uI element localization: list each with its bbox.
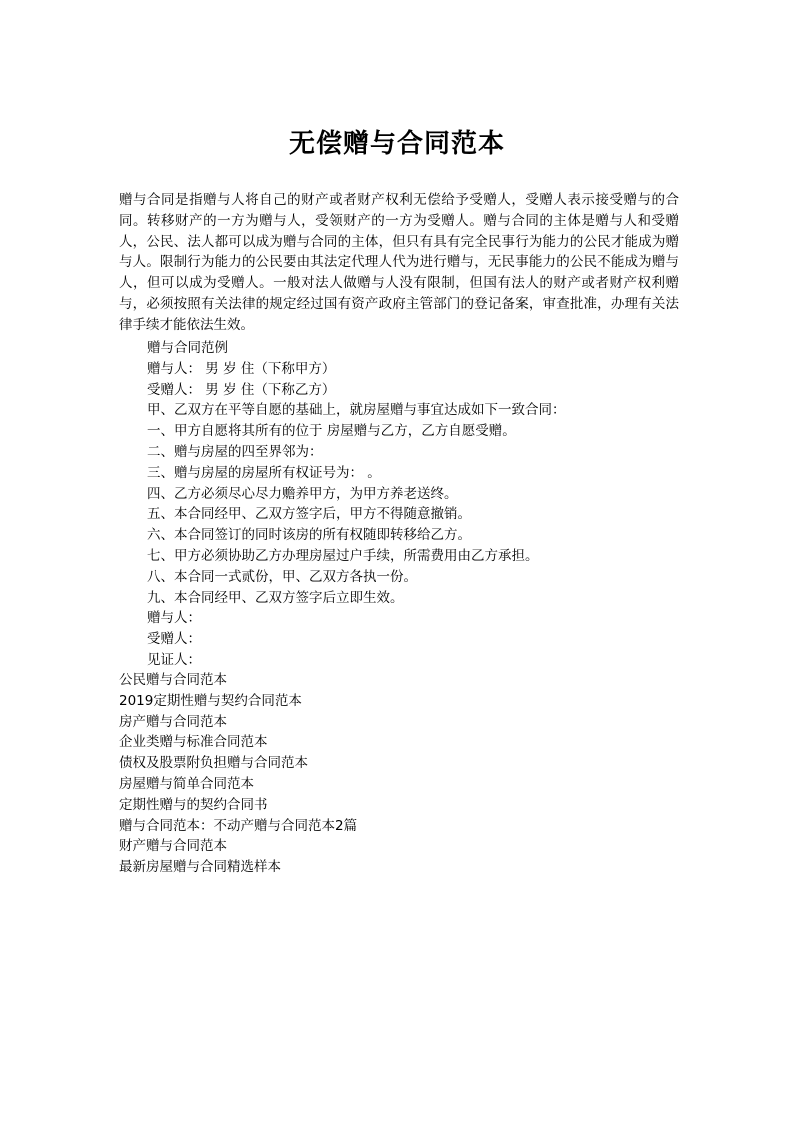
related-document-item: 债权及股票附负担赠与合同范本 <box>119 755 308 772</box>
related-document-item: 财产赠与合同范本 <box>119 838 227 855</box>
clause-line: 赠与人： 男 岁 住（下称甲方） <box>147 360 336 377</box>
clause-line: 三、赠与房屋的房屋所有权证号为： 。 <box>147 464 381 481</box>
related-document-item: 公民赠与合同范本 <box>119 672 227 688</box>
signature-line-donee: 受赠人： <box>147 631 201 648</box>
related-document-item: 企业类赠与标准合同范本 <box>119 734 268 751</box>
signature-line-donor: 赠与人： <box>147 610 201 627</box>
intro-paragraph: 赠与合同是指赠与人将自己的财产或者财产权利无偿给予受赠人，受赠人表示接受赠与的合同。转移财产的一方为赠与人，受领财产的一方为受赠人。赠与合同的主体是赠与人和受赠人，公民、法人都可以成为赠与合同的主体，但只有具有完全民事行为能力的公民才能成为赠与人。限制行为能力的公民要由其法定代理人代为进行赠与，无民事能力的公民不能成为赠与人，但可以成为受赠人。一般对法人做赠与人没有限制，但国有法人的财产或者财产权利赠与，必须按照有关法律的规定经过国有资产政府主管部门的登记备案，审查批准，办理有关法律手续才能依法生效。 <box>119 192 679 333</box>
signature-line-witness: 见证人： <box>147 651 201 668</box>
related-document-item: 2019定期性赠与契约合同范本 <box>119 692 302 709</box>
clause-line: 甲、乙双方在平等自愿的基础上，就房屋赠与事宜达成如下一致合同： <box>147 402 566 419</box>
document-title: 无偿赠与合同范本 <box>288 129 505 159</box>
clause-line: 受赠人： 男 岁 住（下称乙方） <box>147 381 336 398</box>
clause-line: 七、甲方必须协助乙方办理房屋过户手续，所需费用由乙方承担。 <box>147 547 539 564</box>
clause-line: 二、赠与房屋的四至界邻为： <box>147 443 323 460</box>
clause-line: 赠与合同范例 <box>147 340 228 356</box>
clause-line: 四、乙方必须尽心尽力赡养甲方，为甲方养老送终。 <box>147 485 458 502</box>
clause-line: 八、本合同一式贰份，甲、乙双方各执一份。 <box>147 568 417 585</box>
related-document-item: 房产赠与合同范本 <box>119 713 227 730</box>
clause-line: 五、本合同经甲、乙双方签字后，甲方不得随意撤销。 <box>147 506 471 523</box>
contract-clauses <box>119 338 679 671</box>
clause-line: 六、本合同签订的同时该房的所有权随即转移给乙方。 <box>147 527 471 544</box>
related-document-item: 最新房屋赠与合同精选样本 <box>119 859 281 876</box>
clause-line: 九、本合同经甲、乙双方签字后立即生效。 <box>147 589 404 606</box>
related-document-item: 房屋赠与简单合同范本 <box>119 775 254 792</box>
related-document-item: 定期性赠与的契约合同书 <box>119 796 268 813</box>
related-documents-list <box>119 670 679 878</box>
clause-line: 一、甲方自愿将其所有的位于 房屋赠与乙方，乙方自愿受赠。 <box>147 423 516 440</box>
related-document-item: 赠与合同范本：不动产赠与合同范本2篇 <box>119 817 358 834</box>
